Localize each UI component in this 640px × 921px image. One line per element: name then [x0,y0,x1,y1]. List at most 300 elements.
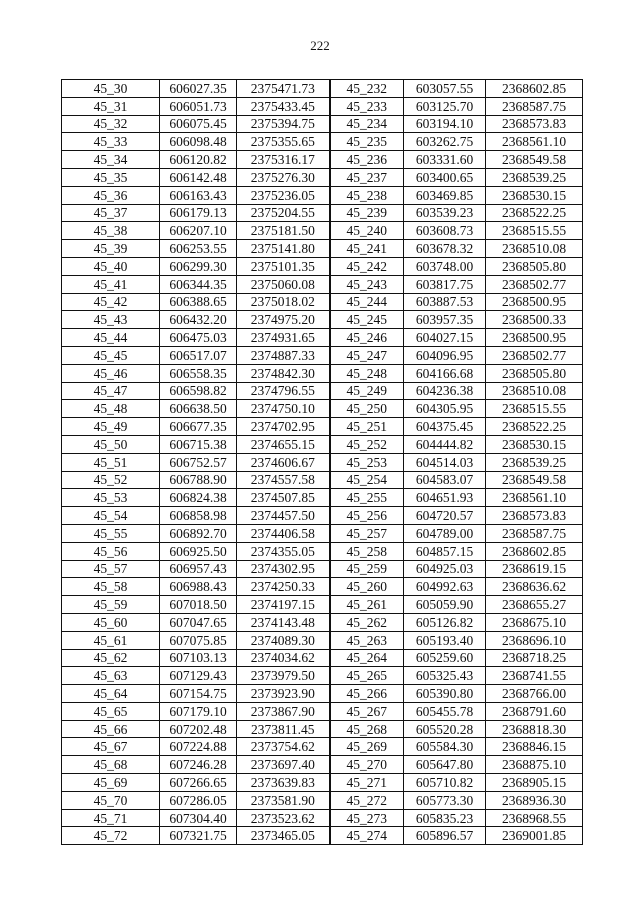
x-coordinate-right-cell: 605647.80 [404,756,486,774]
point-id-left-cell: 45_41 [62,275,160,293]
x-coordinate-right-cell: 605325.43 [404,667,486,685]
x-coordinate-left-cell: 607202.48 [160,720,237,738]
point-id-right-cell: 45_264 [330,649,404,667]
x-coordinate-left-cell: 606098.48 [160,133,237,151]
x-coordinate-left-cell: 606475.03 [160,329,237,347]
point-id-left-cell: 45_38 [62,222,160,240]
y-coordinate-right-cell: 2368522.25 [486,204,583,222]
x-coordinate-right-cell: 605259.60 [404,649,486,667]
x-coordinate-left-cell: 607179.10 [160,702,237,720]
x-coordinate-right-cell: 604236.38 [404,382,486,400]
point-id-right-cell: 45_238 [330,186,404,204]
point-id-left-cell: 45_49 [62,418,160,436]
point-id-right-cell: 45_244 [330,293,404,311]
point-id-left-cell: 45_50 [62,435,160,453]
point-id-right-cell: 45_253 [330,453,404,471]
table-row [62,560,583,578]
x-coordinate-left-cell: 607129.43 [160,667,237,685]
x-coordinate-left-cell: 606253.55 [160,240,237,258]
point-id-left-cell: 45_63 [62,667,160,685]
y-coordinate-right-cell: 2368905.15 [486,774,583,792]
y-coordinate-right-cell: 2368530.15 [486,435,583,453]
point-id-right-cell: 45_247 [330,346,404,364]
point-id-left-cell: 45_59 [62,596,160,614]
x-coordinate-right-cell: 604857.15 [404,542,486,560]
y-coordinate-left-cell: 2375018.02 [237,293,330,311]
point-id-right-cell: 45_262 [330,613,404,631]
point-id-left-cell: 45_35 [62,168,160,186]
y-coordinate-right-cell: 2368619.15 [486,560,583,578]
x-coordinate-left-cell: 606788.90 [160,471,237,489]
point-id-right-cell: 45_248 [330,364,404,382]
x-coordinate-right-cell: 605193.40 [404,631,486,649]
x-coordinate-right-cell: 603125.70 [404,97,486,115]
point-id-right-cell: 45_254 [330,471,404,489]
x-coordinate-left-cell: 607304.40 [160,809,237,827]
point-id-right-cell: 45_234 [330,115,404,133]
y-coordinate-left-cell: 2374931.65 [237,329,330,347]
point-id-right-cell: 45_263 [330,631,404,649]
point-id-right-cell: 45_261 [330,596,404,614]
point-id-left-cell: 45_46 [62,364,160,382]
table-row [62,774,583,792]
point-id-right-cell: 45_235 [330,133,404,151]
y-coordinate-right-cell: 2368505.80 [486,364,583,382]
x-coordinate-right-cell: 603957.35 [404,311,486,329]
table-row [62,596,583,614]
point-id-right-cell: 45_257 [330,524,404,542]
x-coordinate-right-cell: 603817.75 [404,275,486,293]
x-coordinate-left-cell: 606142.48 [160,168,237,186]
table-row [62,667,583,685]
table-row [62,240,583,258]
point-id-left-cell: 45_48 [62,400,160,418]
y-coordinate-right-cell: 2368500.95 [486,329,583,347]
x-coordinate-right-cell: 605584.30 [404,738,486,756]
y-coordinate-left-cell: 2373639.83 [237,774,330,792]
table-row [62,471,583,489]
table-row [62,507,583,525]
x-coordinate-left-cell: 607266.65 [160,774,237,792]
y-coordinate-right-cell: 2368573.83 [486,507,583,525]
x-coordinate-right-cell: 603262.75 [404,133,486,151]
x-coordinate-right-cell: 604583.07 [404,471,486,489]
x-coordinate-left-cell: 607246.28 [160,756,237,774]
point-id-right-cell: 45_265 [330,667,404,685]
x-coordinate-left-cell: 606957.43 [160,560,237,578]
y-coordinate-left-cell: 2375181.50 [237,222,330,240]
point-id-left-cell: 45_66 [62,720,160,738]
point-id-right-cell: 45_260 [330,578,404,596]
point-id-right-cell: 45_251 [330,418,404,436]
point-id-left-cell: 45_40 [62,257,160,275]
point-id-left-cell: 45_36 [62,186,160,204]
point-id-right-cell: 45_249 [330,382,404,400]
y-coordinate-left-cell: 2374457.50 [237,507,330,525]
table-body [62,80,583,845]
point-id-right-cell: 45_243 [330,275,404,293]
point-id-right-cell: 45_269 [330,738,404,756]
point-id-left-cell: 45_57 [62,560,160,578]
x-coordinate-left-cell: 606558.35 [160,364,237,382]
x-coordinate-right-cell: 605455.78 [404,702,486,720]
y-coordinate-right-cell: 2368741.55 [486,667,583,685]
x-coordinate-right-cell: 605896.57 [404,827,486,845]
y-coordinate-left-cell: 2373923.90 [237,685,330,703]
point-id-left-cell: 45_33 [62,133,160,151]
x-coordinate-left-cell: 606163.43 [160,186,237,204]
x-coordinate-right-cell: 603194.10 [404,115,486,133]
y-coordinate-left-cell: 2373697.40 [237,756,330,774]
x-coordinate-right-cell: 605126.82 [404,613,486,631]
point-id-left-cell: 45_43 [62,311,160,329]
y-coordinate-right-cell: 2368515.55 [486,400,583,418]
y-coordinate-left-cell: 2374842.30 [237,364,330,382]
table-row [62,827,583,845]
point-id-right-cell: 45_250 [330,400,404,418]
y-coordinate-right-cell: 2368515.55 [486,222,583,240]
point-id-left-cell: 45_64 [62,685,160,703]
y-coordinate-right-cell: 2368875.10 [486,756,583,774]
table-row [62,329,583,347]
point-id-left-cell: 45_58 [62,578,160,596]
x-coordinate-left-cell: 607224.88 [160,738,237,756]
y-coordinate-left-cell: 2373523.62 [237,809,330,827]
table-row [62,756,583,774]
point-id-left-cell: 45_60 [62,613,160,631]
x-coordinate-left-cell: 606988.43 [160,578,237,596]
point-id-left-cell: 45_65 [62,702,160,720]
point-id-left-cell: 45_44 [62,329,160,347]
y-coordinate-right-cell: 2368655.27 [486,596,583,614]
point-id-left-cell: 45_51 [62,453,160,471]
y-coordinate-left-cell: 2375471.73 [237,80,330,98]
point-id-left-cell: 45_54 [62,507,160,525]
page-number: 222 [310,38,330,53]
y-coordinate-left-cell: 2374302.95 [237,560,330,578]
point-id-left-cell: 45_53 [62,489,160,507]
point-id-right-cell: 45_236 [330,151,404,169]
point-id-left-cell: 45_56 [62,542,160,560]
table-row [62,578,583,596]
x-coordinate-left-cell: 607286.05 [160,791,237,809]
point-id-left-cell: 45_47 [62,382,160,400]
table-row [62,542,583,560]
y-coordinate-right-cell: 2368573.83 [486,115,583,133]
x-coordinate-left-cell: 606752.57 [160,453,237,471]
table-row [62,168,583,186]
x-coordinate-left-cell: 607103.13 [160,649,237,667]
x-coordinate-right-cell: 603748.00 [404,257,486,275]
y-coordinate-right-cell: 2368510.08 [486,382,583,400]
x-coordinate-right-cell: 604096.95 [404,346,486,364]
x-coordinate-left-cell: 606051.73 [160,97,237,115]
point-id-right-cell: 45_268 [330,720,404,738]
x-coordinate-left-cell: 606299.30 [160,257,237,275]
point-id-left-cell: 45_72 [62,827,160,845]
x-coordinate-left-cell: 606432.20 [160,311,237,329]
x-coordinate-left-cell: 606075.45 [160,115,237,133]
y-coordinate-right-cell: 2368561.10 [486,133,583,151]
x-coordinate-right-cell: 605059.90 [404,596,486,614]
table-row [62,222,583,240]
table-row [62,524,583,542]
point-id-right-cell: 45_267 [330,702,404,720]
point-id-right-cell: 45_245 [330,311,404,329]
y-coordinate-right-cell: 2368696.10 [486,631,583,649]
y-coordinate-left-cell: 2373979.50 [237,667,330,685]
x-coordinate-right-cell: 605835.23 [404,809,486,827]
y-coordinate-right-cell: 2368846.15 [486,738,583,756]
x-coordinate-left-cell: 606598.82 [160,382,237,400]
y-coordinate-right-cell: 2368675.10 [486,613,583,631]
x-coordinate-right-cell: 603469.85 [404,186,486,204]
y-coordinate-left-cell: 2374702.95 [237,418,330,436]
x-coordinate-left-cell: 606892.70 [160,524,237,542]
x-coordinate-right-cell: 604789.00 [404,524,486,542]
point-id-left-cell: 45_45 [62,346,160,364]
y-coordinate-left-cell: 2374606.67 [237,453,330,471]
point-id-left-cell: 45_39 [62,240,160,258]
point-id-right-cell: 45_233 [330,97,404,115]
y-coordinate-left-cell: 2374796.55 [237,382,330,400]
y-coordinate-left-cell: 2375141.80 [237,240,330,258]
point-id-left-cell: 45_61 [62,631,160,649]
y-coordinate-left-cell: 2375316.17 [237,151,330,169]
y-coordinate-left-cell: 2374750.10 [237,400,330,418]
table-row [62,364,583,382]
y-coordinate-left-cell: 2373581.90 [237,791,330,809]
point-id-left-cell: 45_69 [62,774,160,792]
table-row [62,186,583,204]
point-id-left-cell: 45_70 [62,791,160,809]
point-id-right-cell: 45_237 [330,168,404,186]
point-id-right-cell: 45_270 [330,756,404,774]
point-id-left-cell: 45_62 [62,649,160,667]
x-coordinate-right-cell: 605520.28 [404,720,486,738]
y-coordinate-right-cell: 2368766.00 [486,685,583,703]
table-row [62,257,583,275]
y-coordinate-right-cell: 2368505.80 [486,257,583,275]
point-id-left-cell: 45_67 [62,738,160,756]
x-coordinate-right-cell: 604027.15 [404,329,486,347]
y-coordinate-right-cell: 2368500.33 [486,311,583,329]
table-row [62,382,583,400]
y-coordinate-right-cell: 2368636.62 [486,578,583,596]
y-coordinate-left-cell: 2374507.85 [237,489,330,507]
y-coordinate-right-cell: 2368936.30 [486,791,583,809]
table-row [62,151,583,169]
point-id-left-cell: 45_42 [62,293,160,311]
x-coordinate-left-cell: 607047.65 [160,613,237,631]
table-row [62,720,583,738]
y-coordinate-left-cell: 2375236.05 [237,186,330,204]
y-coordinate-left-cell: 2375433.45 [237,97,330,115]
y-coordinate-right-cell: 2368718.25 [486,649,583,667]
point-id-right-cell: 45_232 [330,80,404,98]
point-id-right-cell: 45_239 [330,204,404,222]
x-coordinate-right-cell: 603057.55 [404,80,486,98]
x-coordinate-right-cell: 603400.65 [404,168,486,186]
point-id-left-cell: 45_32 [62,115,160,133]
point-id-left-cell: 45_68 [62,756,160,774]
x-coordinate-right-cell: 603887.53 [404,293,486,311]
x-coordinate-right-cell: 603608.73 [404,222,486,240]
table-row [62,115,583,133]
x-coordinate-right-cell: 604166.68 [404,364,486,382]
table-row [62,685,583,703]
y-coordinate-right-cell: 2368549.58 [486,151,583,169]
y-coordinate-left-cell: 2374143.48 [237,613,330,631]
table-row [62,435,583,453]
y-coordinate-right-cell: 2368602.85 [486,80,583,98]
x-coordinate-left-cell: 606858.98 [160,507,237,525]
x-coordinate-left-cell: 607018.50 [160,596,237,614]
x-coordinate-left-cell: 606120.82 [160,151,237,169]
y-coordinate-left-cell: 2375276.30 [237,168,330,186]
y-coordinate-right-cell: 2368549.58 [486,471,583,489]
y-coordinate-right-cell: 2368968.55 [486,809,583,827]
y-coordinate-right-cell: 2368539.25 [486,453,583,471]
point-id-right-cell: 45_266 [330,685,404,703]
table-row [62,613,583,631]
y-coordinate-right-cell: 2368818.30 [486,720,583,738]
x-coordinate-left-cell: 607075.85 [160,631,237,649]
point-id-right-cell: 45_242 [330,257,404,275]
point-id-right-cell: 45_252 [330,435,404,453]
y-coordinate-right-cell: 2368510.08 [486,240,583,258]
y-coordinate-left-cell: 2374197.15 [237,596,330,614]
point-id-left-cell: 45_55 [62,524,160,542]
y-coordinate-left-cell: 2374034.62 [237,649,330,667]
x-coordinate-right-cell: 604444.82 [404,435,486,453]
coordinates-table [61,79,583,845]
x-coordinate-right-cell: 604651.93 [404,489,486,507]
table-row [62,204,583,222]
table-row [62,489,583,507]
y-coordinate-right-cell: 2368602.85 [486,542,583,560]
table-row [62,738,583,756]
x-coordinate-right-cell: 604514.03 [404,453,486,471]
x-coordinate-left-cell: 606179.13 [160,204,237,222]
y-coordinate-left-cell: 2375355.65 [237,133,330,151]
table-row [62,133,583,151]
x-coordinate-left-cell: 607321.75 [160,827,237,845]
y-coordinate-right-cell: 2368530.15 [486,186,583,204]
point-id-right-cell: 45_259 [330,560,404,578]
point-id-right-cell: 45_240 [330,222,404,240]
table-row [62,649,583,667]
x-coordinate-right-cell: 603678.32 [404,240,486,258]
point-id-left-cell: 45_71 [62,809,160,827]
y-coordinate-right-cell: 2368587.75 [486,97,583,115]
table-row [62,791,583,809]
y-coordinate-left-cell: 2375101.35 [237,257,330,275]
point-id-left-cell: 45_37 [62,204,160,222]
x-coordinate-right-cell: 604375.45 [404,418,486,436]
x-coordinate-left-cell: 606344.35 [160,275,237,293]
table-row [62,631,583,649]
table-row [62,293,583,311]
y-coordinate-right-cell: 2368500.95 [486,293,583,311]
point-id-left-cell: 45_31 [62,97,160,115]
y-coordinate-left-cell: 2373867.90 [237,702,330,720]
x-coordinate-left-cell: 606207.10 [160,222,237,240]
x-coordinate-right-cell: 604925.03 [404,560,486,578]
y-coordinate-left-cell: 2375204.55 [237,204,330,222]
table-row [62,702,583,720]
table-row [62,453,583,471]
x-coordinate-left-cell: 606517.07 [160,346,237,364]
y-coordinate-right-cell: 2369001.85 [486,827,583,845]
x-coordinate-right-cell: 604305.95 [404,400,486,418]
table-row [62,275,583,293]
y-coordinate-left-cell: 2374655.15 [237,435,330,453]
y-coordinate-right-cell: 2368502.77 [486,346,583,364]
y-coordinate-left-cell: 2374887.33 [237,346,330,364]
x-coordinate-left-cell: 606638.50 [160,400,237,418]
x-coordinate-left-cell: 606677.35 [160,418,237,436]
y-coordinate-right-cell: 2368791.60 [486,702,583,720]
point-id-right-cell: 45_241 [330,240,404,258]
x-coordinate-right-cell: 604992.63 [404,578,486,596]
x-coordinate-right-cell: 603331.60 [404,151,486,169]
x-coordinate-left-cell: 606715.38 [160,435,237,453]
y-coordinate-right-cell: 2368561.10 [486,489,583,507]
x-coordinate-left-cell: 606824.38 [160,489,237,507]
y-coordinate-left-cell: 2374975.20 [237,311,330,329]
table-row [62,311,583,329]
point-id-left-cell: 45_52 [62,471,160,489]
point-id-left-cell: 45_30 [62,80,160,98]
point-id-left-cell: 45_34 [62,151,160,169]
x-coordinate-right-cell: 605773.30 [404,791,486,809]
x-coordinate-left-cell: 606388.65 [160,293,237,311]
x-coordinate-left-cell: 607154.75 [160,685,237,703]
x-coordinate-right-cell: 604720.57 [404,507,486,525]
y-coordinate-left-cell: 2374557.58 [237,471,330,489]
table-row [62,97,583,115]
point-id-right-cell: 45_256 [330,507,404,525]
x-coordinate-right-cell: 605710.82 [404,774,486,792]
y-coordinate-left-cell: 2374355.05 [237,542,330,560]
y-coordinate-right-cell: 2368587.75 [486,524,583,542]
point-id-right-cell: 45_258 [330,542,404,560]
y-coordinate-left-cell: 2374406.58 [237,524,330,542]
y-coordinate-left-cell: 2373465.05 [237,827,330,845]
point-id-right-cell: 45_272 [330,791,404,809]
point-id-right-cell: 45_273 [330,809,404,827]
x-coordinate-right-cell: 605390.80 [404,685,486,703]
point-id-right-cell: 45_246 [330,329,404,347]
table-row [62,809,583,827]
y-coordinate-right-cell: 2368502.77 [486,275,583,293]
y-coordinate-right-cell: 2368539.25 [486,168,583,186]
table-row [62,418,583,436]
x-coordinate-left-cell: 606925.50 [160,542,237,560]
point-id-right-cell: 45_255 [330,489,404,507]
y-coordinate-left-cell: 2374089.30 [237,631,330,649]
y-coordinate-left-cell: 2374250.33 [237,578,330,596]
y-coordinate-left-cell: 2375060.08 [237,275,330,293]
table-row [62,80,583,98]
x-coordinate-right-cell: 603539.23 [404,204,486,222]
table-row [62,346,583,364]
x-coordinate-left-cell: 606027.35 [160,80,237,98]
y-coordinate-left-cell: 2373811.45 [237,720,330,738]
point-id-right-cell: 45_271 [330,774,404,792]
y-coordinate-left-cell: 2375394.75 [237,115,330,133]
